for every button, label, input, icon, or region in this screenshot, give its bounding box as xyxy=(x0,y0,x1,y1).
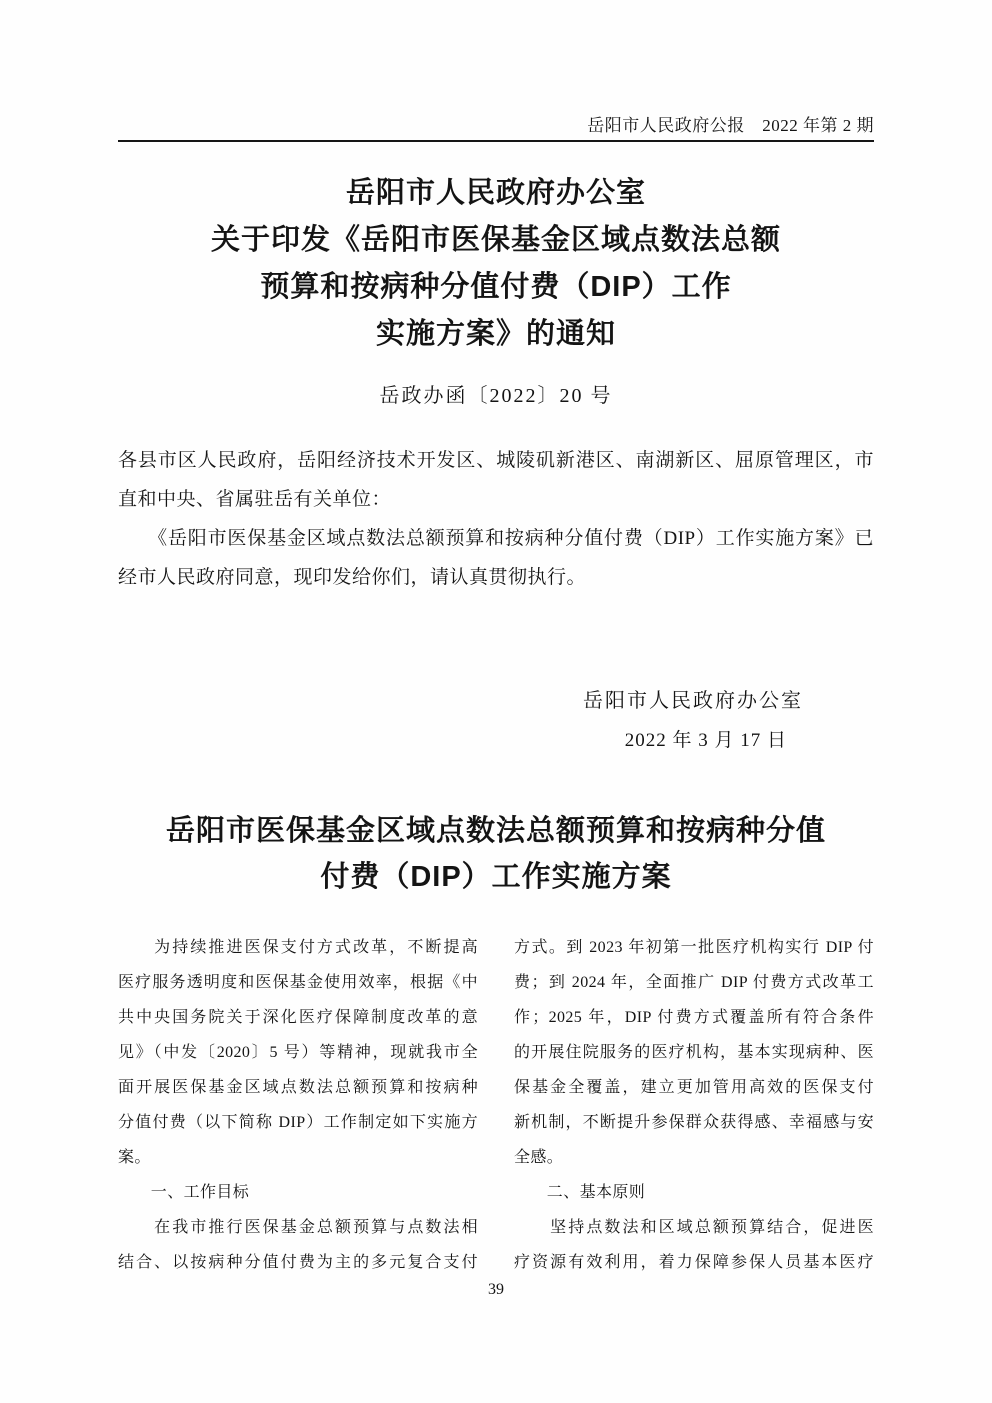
text-line: 《岳阳市医保基金区域点数法总额预算和按病种分值付费（DIP）工作实施方案》已 xyxy=(118,528,874,549)
text-line: 岳阳市人民政府办公室 xyxy=(345,177,646,209)
text-line: 疗资源有效利用，着力保障参保人员基本医疗 xyxy=(514,1254,874,1271)
text-line: 共中央国务院关于深化医疗保障制度改革的意 xyxy=(118,1009,478,1026)
text-line: 经市人民政府同意，现印发给你们，请认真贯彻执行。 xyxy=(118,567,587,588)
text-line: 面开展医保基金区域点数法总额预算和按病种 xyxy=(118,1079,478,1096)
page-number: 39 xyxy=(488,1281,504,1298)
text-line: 分值付费（以下简称 DIP）工作制定如下实施方 xyxy=(118,1114,478,1131)
text-line: 各县市区人民政府，岳阳经济技术开发区、城陵矶新港区、南湖新区、屈原管理区，市 xyxy=(118,450,874,471)
header-rule xyxy=(118,140,874,142)
text-line: 费；到 2024 年，全面推广 DIP 付费方式改革工 xyxy=(514,974,874,991)
text-line: 付费（DIP）工作实施方案 xyxy=(320,861,672,893)
text-line: 直和中央、省属驻岳有关单位： xyxy=(118,489,392,510)
text-line: 一、工作目标 xyxy=(118,1184,250,1201)
signature-name: 岳阳市人民政府办公室 xyxy=(583,690,803,712)
text-line: 方式。到 2023 年初第一批医疗机构实行 DIP 付 xyxy=(514,939,874,956)
text-line: 关于印发《岳阳市医保基金区域点数法总额 xyxy=(210,224,781,256)
text-line: 在我市推行医保基金总额预算与点数法相 xyxy=(118,1219,478,1236)
text-line: 作；2025 年，DIP 付费方式覆盖所有符合条件 xyxy=(514,1009,874,1026)
doc-number: 岳政办函〔2022〕20 号 xyxy=(379,385,613,407)
text-line: 保基金全覆盖，建立更加管用高效的医保支付 xyxy=(514,1079,874,1096)
text-line: 二、基本原则 xyxy=(514,1184,646,1201)
plan-heading xyxy=(118,808,874,900)
text-line: 结合、以按病种分值付费为主的多元复合支付 xyxy=(118,1254,478,1271)
plan-column-right xyxy=(514,930,874,1282)
text-line: 案。 xyxy=(118,1149,151,1166)
notice-body xyxy=(118,441,874,597)
text-line: 全感。 xyxy=(514,1149,564,1166)
text-line: 见》（中发〔2020〕5 号）等精神，现就我市全 xyxy=(118,1044,478,1061)
notice-title xyxy=(118,170,874,358)
text-line: 预算和按病种分值付费（DIP）工作 xyxy=(260,271,732,303)
text-line: 实施方案》的通知 xyxy=(375,318,616,350)
text-line: 岳阳市医保基金区域点数法总额预算和按病种分值 xyxy=(165,815,826,847)
signature-date: 2022 年 3 月 17 日 xyxy=(624,730,787,751)
plan-column-left xyxy=(118,930,478,1282)
text-line: 为持续推进医保支付方式改革，不断提高 xyxy=(118,939,478,956)
gazette-header: 岳阳市人民政府公报 2022 年第 2 期 xyxy=(587,116,874,135)
text-line: 的开展住院服务的医疗机构，基本实现病种、医 xyxy=(514,1044,874,1061)
text-line: 医疗服务透明度和医保基金使用效率，根据《中 xyxy=(118,974,478,991)
text-line: 坚持点数法和区域总额预算结合，促进医 xyxy=(514,1219,874,1236)
text-line: 新机制，不断提升参保群众获得感、幸福感与安 xyxy=(514,1114,874,1131)
